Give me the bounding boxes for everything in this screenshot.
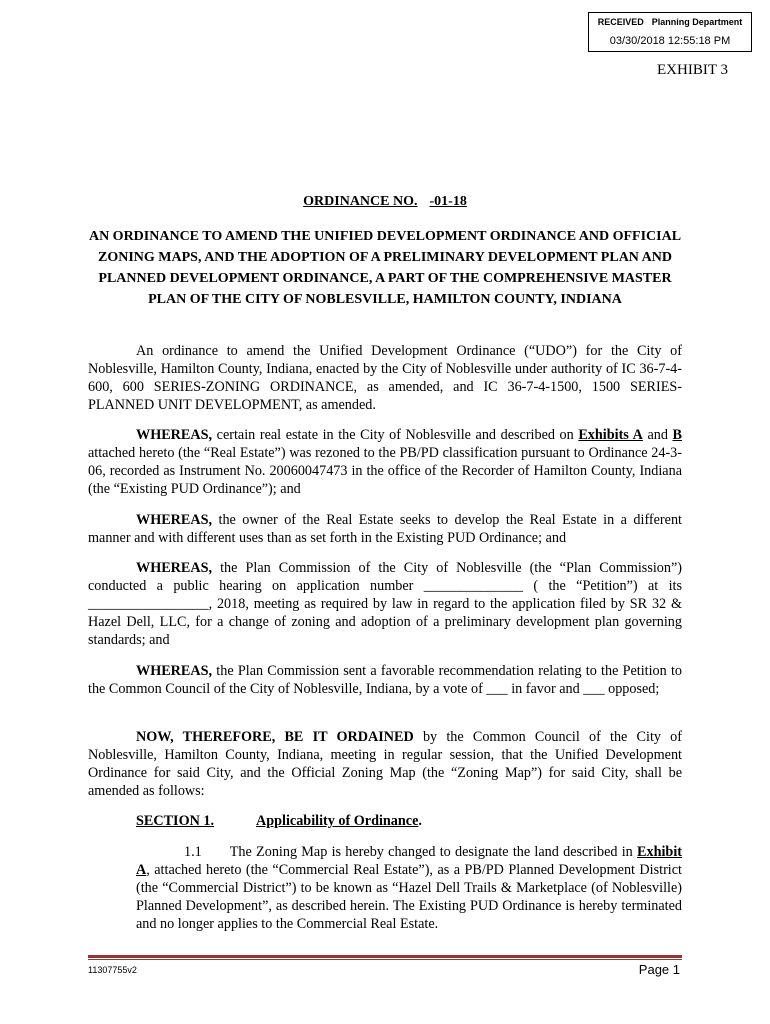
- section-1-heading: [136, 813, 422, 830]
- whereas-paragraph-3: [88, 559, 682, 649]
- stamp-department: Planning Department: [651, 17, 743, 27]
- ordinance-title: AN ORDINANCE TO AMEND THE UNIFIED DEVELOPMENT ORDINANCE AND OFFICIAL ZONING MAPS, AND THE ADOPTION OF A PRELIMINARY DEVELOPMENT PLAN AND PLANNED DEVELOPMENT ORDINANCE, A PART OF THE COMPREHENSIVE MASTER PLAN OF THE CITY OF NOBLESVILLE, HAMILTON COUNTY, INDIANA: [88, 229, 682, 307]
- ordinance-number-value: -01-18: [429, 194, 467, 209]
- stamp-header: [589, 17, 751, 27]
- ordinance-number-label: ORDINANCE NO.: [303, 194, 418, 209]
- whereas-lead: WHEREAS,: [136, 663, 213, 679]
- footer-rule-thick: [88, 955, 682, 958]
- whereas-text: and: [642, 427, 673, 443]
- exhibit-a-ref: Exhibit A: [136, 844, 682, 878]
- exhibit-label: EXHIBIT 3: [657, 62, 728, 78]
- subsection-number: 1.1: [184, 844, 202, 860]
- ordinance-number: [0, 194, 770, 210]
- section-heading-period: .: [418, 813, 422, 829]
- whereas-text: attached hereto (the “Real Estate”) was rezoned to the PB/PD classification pursuant to Ordinance 24-3-06, recorded as Instrument No. 20060047473 in the office of the Recorder of Hamilton County, Indiana (the “Existing PUD Ordinance”); and: [88, 445, 682, 497]
- section-heading: [256, 813, 422, 830]
- footer-rule-thin: [88, 959, 682, 960]
- ordained-paragraph: [88, 728, 682, 800]
- whereas-paragraph-4: [88, 662, 682, 698]
- document-id: 11307755v2: [88, 965, 137, 975]
- whereas-text: the Plan Commission of the City of Noblesville (the “Plan Commission”) conducted a public hearing on application number ______________ ( the “Petition”) at its _________________, 2018, meeting as required by law in regard to the application filed by SR 32 & Hazel Dell, LLC, for a change of zoning and adoption of a preliminary development plan governing standards; and: [88, 560, 682, 648]
- subsection-1-1: [136, 843, 682, 933]
- whereas-text: certain real estate in the City of Noblesville and described on: [212, 427, 579, 443]
- page-number: Page 1: [638, 962, 680, 977]
- exhibit-b-ref: B: [672, 427, 682, 443]
- intro-paragraph: An ordinance to amend the Unified Development Ordinance (“UDO”) for the City of Noblesville, Hamilton County, Indiana, enacted by the City of Noblesville under authority of IC 36-7-4-600, 600 SERIES-ZONING ORDINANCE, as amended, and IC 36-7-4-1500, 1500 SERIES-PLANNED UNIT DEVELOPMENT, as amended.: [88, 343, 682, 413]
- ordained-text: by the Common Council of the City of Noblesville, Hamilton County, Indiana, meeting in regular session, that the Unified Development Ordinance for said City, and the Official Zoning Map (the “Zoning Map”) for said City, shall be amended as follows:: [88, 729, 682, 799]
- ordained-lead: NOW, THEREFORE, BE IT ORDAINED: [136, 729, 414, 745]
- section-heading-text: Applicability of Ordinance: [256, 813, 419, 829]
- whereas-paragraph-1: [88, 426, 682, 498]
- whereas-text: the owner of the Real Estate seeks to develop the Real Estate in a different manner and with different uses than as set forth in the Existing PUD Ordinance; and: [88, 512, 682, 546]
- stamp-timestamp: 03/30/2018 12:55:18 PM: [609, 35, 731, 47]
- subsection-text: The Zoning Map is hereby changed to designate the land described in: [229, 844, 638, 860]
- whereas-lead: WHEREAS,: [136, 427, 213, 443]
- whereas-paragraph-2: [88, 511, 682, 547]
- exhibits-a-ref: Exhibits A: [578, 427, 643, 443]
- whereas-text: the Plan Commission sent a favorable recommendation relating to the Petition to the Common Council of the City of Noblesville, Indiana, by a vote of ___ in favor and ___ opposed;: [88, 663, 682, 697]
- received-stamp: [588, 12, 752, 52]
- whereas-lead: WHEREAS,: [136, 512, 213, 528]
- stamp-received: RECEIVED: [597, 17, 644, 27]
- whereas-lead: WHEREAS,: [136, 560, 213, 576]
- subsection-text: , attached hereto (the “Commercial Real Estate”), as a PB/PD Planned Development District (the “Commercial District”) to be known as “Hazel Dell Trails & Marketplace (of Noblesville) Planned Development”, as described herein. The Existing PUD Ordinance is hereby terminated and no longer applies to the Commercial Real Estate.: [136, 862, 682, 932]
- section-number: SECTION 1.: [136, 813, 215, 829]
